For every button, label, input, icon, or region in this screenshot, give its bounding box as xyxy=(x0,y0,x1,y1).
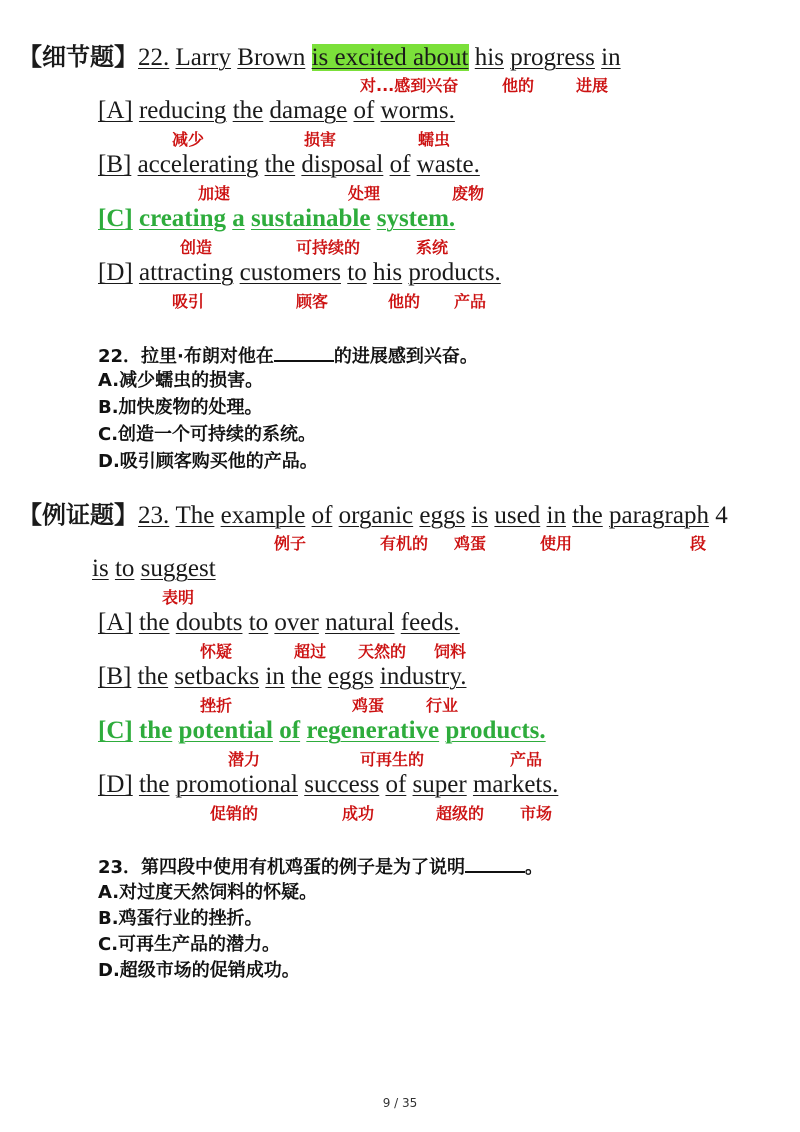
gloss-text: 段 xyxy=(690,534,707,553)
q23-option-a xyxy=(98,608,460,638)
q22-cn-option-c: C.创造一个可持续的系统。 xyxy=(98,424,317,445)
option-word: products. xyxy=(408,259,501,286)
gloss-text: 天然的 xyxy=(358,642,407,661)
stem-word: 22. xyxy=(138,44,170,71)
cn-stem-text: 23．第四段中使用有机鸡蛋的例子是为了说明 xyxy=(98,857,466,878)
stem-word: The xyxy=(175,502,215,529)
gloss-text: 超过 xyxy=(294,642,327,661)
gloss-text: 怀疑 xyxy=(200,642,233,661)
stem-word: suggest xyxy=(140,555,216,582)
answer-blank xyxy=(274,342,334,362)
option-word: the xyxy=(138,609,170,636)
option-word: creating xyxy=(138,205,226,232)
q23-option-d-gloss xyxy=(0,803,800,825)
gloss-text: 蠕虫 xyxy=(418,130,451,149)
option-word: reducing xyxy=(138,97,227,124)
option-letter: [B] xyxy=(98,663,132,690)
option-letter: [C] xyxy=(98,717,133,744)
q23-option-b-gloss xyxy=(0,695,800,717)
option-word: to xyxy=(347,259,367,286)
option-word: accelerating xyxy=(137,151,259,178)
gloss-text: 产品 xyxy=(454,292,487,311)
option-letter: [D] xyxy=(98,771,133,798)
gloss-text: 创造 xyxy=(180,238,213,257)
gloss-text: 产品 xyxy=(510,750,543,769)
gloss-text: 促销的 xyxy=(210,804,259,823)
q23-cn-option-a: A.对过度天然饲料的怀疑。 xyxy=(98,882,318,903)
option-word: a xyxy=(232,205,245,232)
q23-cn-option-d: D.超级市场的促销成功。 xyxy=(98,960,300,981)
gloss-text: 鸡蛋 xyxy=(352,696,385,715)
stem-word: paragraph xyxy=(609,502,709,529)
stem-word: of xyxy=(311,502,333,529)
option-word: disposal xyxy=(301,151,384,178)
option-word: his xyxy=(372,259,403,286)
q23-option-a-gloss xyxy=(0,641,800,663)
q22-cn-option-d: D.吸引顾客购买他的产品。 xyxy=(98,451,318,472)
gloss-text: 可持续的 xyxy=(296,238,361,257)
stem-word: is xyxy=(471,502,489,529)
stem-word: Brown xyxy=(237,44,306,71)
option-word: system. xyxy=(376,205,456,232)
option-word: over xyxy=(274,609,319,636)
gloss-text: 可再生的 xyxy=(360,750,425,769)
q22-stem-gloss xyxy=(0,75,800,97)
q23-cn-option-b: B.鸡蛋行业的挫折。 xyxy=(98,908,263,929)
q22-option-b-gloss xyxy=(0,183,800,205)
gloss-text: 废物 xyxy=(452,184,485,203)
gloss-text: 有机的 xyxy=(380,534,429,553)
option-word: of xyxy=(385,771,407,798)
gloss-text: 顾客 xyxy=(296,292,329,311)
gloss-text: 处理 xyxy=(348,184,381,203)
gloss-text: 他的 xyxy=(388,292,421,311)
q22-section-tag: 【细节题】 xyxy=(18,43,138,71)
stem-word: in xyxy=(601,44,621,71)
option-word: potential xyxy=(178,717,273,744)
q22-option-a-gloss xyxy=(0,129,800,151)
gloss-text: 市场 xyxy=(520,804,553,823)
option-word: the xyxy=(232,97,264,124)
q23-option-c-correct xyxy=(98,716,546,746)
option-word: industry. xyxy=(379,663,467,690)
stem-word: in xyxy=(546,502,566,529)
gloss-text: 减少 xyxy=(172,130,205,149)
q22-option-b xyxy=(98,150,480,180)
option-letter: [C] xyxy=(98,205,133,232)
option-word: regenerative xyxy=(306,717,440,744)
q22-option-c-gloss xyxy=(0,237,800,259)
q22-stem-line xyxy=(18,42,621,73)
option-word: in xyxy=(265,663,285,690)
gloss-text: 使用 xyxy=(540,534,573,553)
gloss-text: 他的 xyxy=(502,76,535,95)
option-letter: [D] xyxy=(98,259,133,286)
q23-option-c-gloss xyxy=(0,749,800,771)
cn-stem-text: 22．拉里·布朗对他在 xyxy=(98,346,274,367)
option-word: success xyxy=(304,771,380,798)
option-word: sustainable xyxy=(250,205,371,232)
q23-stem-line xyxy=(18,500,728,531)
gloss-text: 损害 xyxy=(304,130,337,149)
gloss-text: 潜力 xyxy=(228,750,261,769)
stem-word: the xyxy=(572,502,603,529)
gloss-text: 例子 xyxy=(274,534,307,553)
q22-option-d-gloss xyxy=(0,291,800,313)
gloss-text: 对...感到兴奋 xyxy=(360,76,459,95)
option-word: promotional xyxy=(175,771,298,798)
cn-stem-text: 的进展感到兴奋。 xyxy=(333,346,478,367)
option-word: the xyxy=(138,717,173,744)
option-word: of xyxy=(279,717,301,744)
gloss-text: 鸡蛋 xyxy=(454,534,487,553)
stem-word: 23. xyxy=(138,502,170,529)
stem-word: to xyxy=(114,555,135,582)
q23-stem2-gloss xyxy=(0,587,800,609)
gloss-text: 成功 xyxy=(342,804,375,823)
option-word: eggs xyxy=(327,663,374,690)
option-word: to xyxy=(248,609,269,636)
q23-option-b xyxy=(98,662,466,692)
gloss-text: 进展 xyxy=(576,76,609,95)
q22-cn-option-a: A.减少蠕虫的损害。 xyxy=(98,370,264,391)
gloss-text: 行业 xyxy=(426,696,459,715)
q23-cn-option-c: C.可再生产品的潜力。 xyxy=(98,934,281,955)
option-letter: [B] xyxy=(98,151,132,178)
stem-word: his xyxy=(474,44,504,71)
option-word: of xyxy=(389,151,411,178)
stem-word: example xyxy=(220,502,306,529)
option-word: worms. xyxy=(380,97,455,124)
option-word: markets. xyxy=(472,771,559,798)
stem-word: 4 xyxy=(715,502,728,529)
option-word: of xyxy=(353,97,375,124)
option-word: customers xyxy=(239,259,341,286)
q22-option-d xyxy=(98,258,501,288)
cn-stem-text: 。 xyxy=(525,857,544,878)
option-letter: [A] xyxy=(98,609,133,636)
option-letter: [A] xyxy=(98,97,133,124)
stem-word: is xyxy=(92,555,109,582)
gloss-text: 加速 xyxy=(198,184,231,203)
q23-stem-gloss xyxy=(0,533,800,555)
q22-cn-stem xyxy=(98,342,478,370)
q23-option-d xyxy=(98,770,558,800)
gloss-text: 超级的 xyxy=(436,804,485,823)
gloss-text: 饲料 xyxy=(434,642,467,661)
option-word: products. xyxy=(445,717,546,744)
option-word: the xyxy=(137,663,169,690)
page-number: 9 / 35 xyxy=(382,1096,418,1110)
option-word: the xyxy=(264,151,296,178)
q23-stem-line-2 xyxy=(92,554,216,584)
q23-section-tag: 【例证题】 xyxy=(18,501,138,529)
option-word: super xyxy=(412,771,467,798)
option-word: attracting xyxy=(138,259,234,286)
option-word: the xyxy=(291,663,322,690)
stem-word: progress xyxy=(510,44,595,71)
q22-option-a xyxy=(98,96,455,126)
option-word: setbacks xyxy=(174,663,260,690)
option-word: damage xyxy=(269,97,348,124)
gloss-text: 表明 xyxy=(162,588,195,607)
option-word: doubts xyxy=(175,609,243,636)
option-word: feeds. xyxy=(400,609,460,636)
q22-cn-option-b: B.加快废物的处理。 xyxy=(98,397,263,418)
stem-word: organic xyxy=(338,502,414,529)
gloss-text: 系统 xyxy=(416,238,449,257)
q23-cn-stem xyxy=(98,853,543,881)
stem-word: eggs xyxy=(419,502,466,529)
gloss-text: 吸引 xyxy=(172,292,205,311)
answer-blank xyxy=(465,853,525,873)
option-word: natural xyxy=(325,609,395,636)
q22-option-c-correct xyxy=(98,204,455,234)
gloss-text: 挫折 xyxy=(200,696,233,715)
option-word: the xyxy=(138,771,170,798)
highlighted-phrase: is excited about xyxy=(311,44,469,71)
option-word: waste. xyxy=(416,151,480,178)
stem-word: Larry xyxy=(175,44,232,71)
stem-word: used xyxy=(494,502,541,529)
